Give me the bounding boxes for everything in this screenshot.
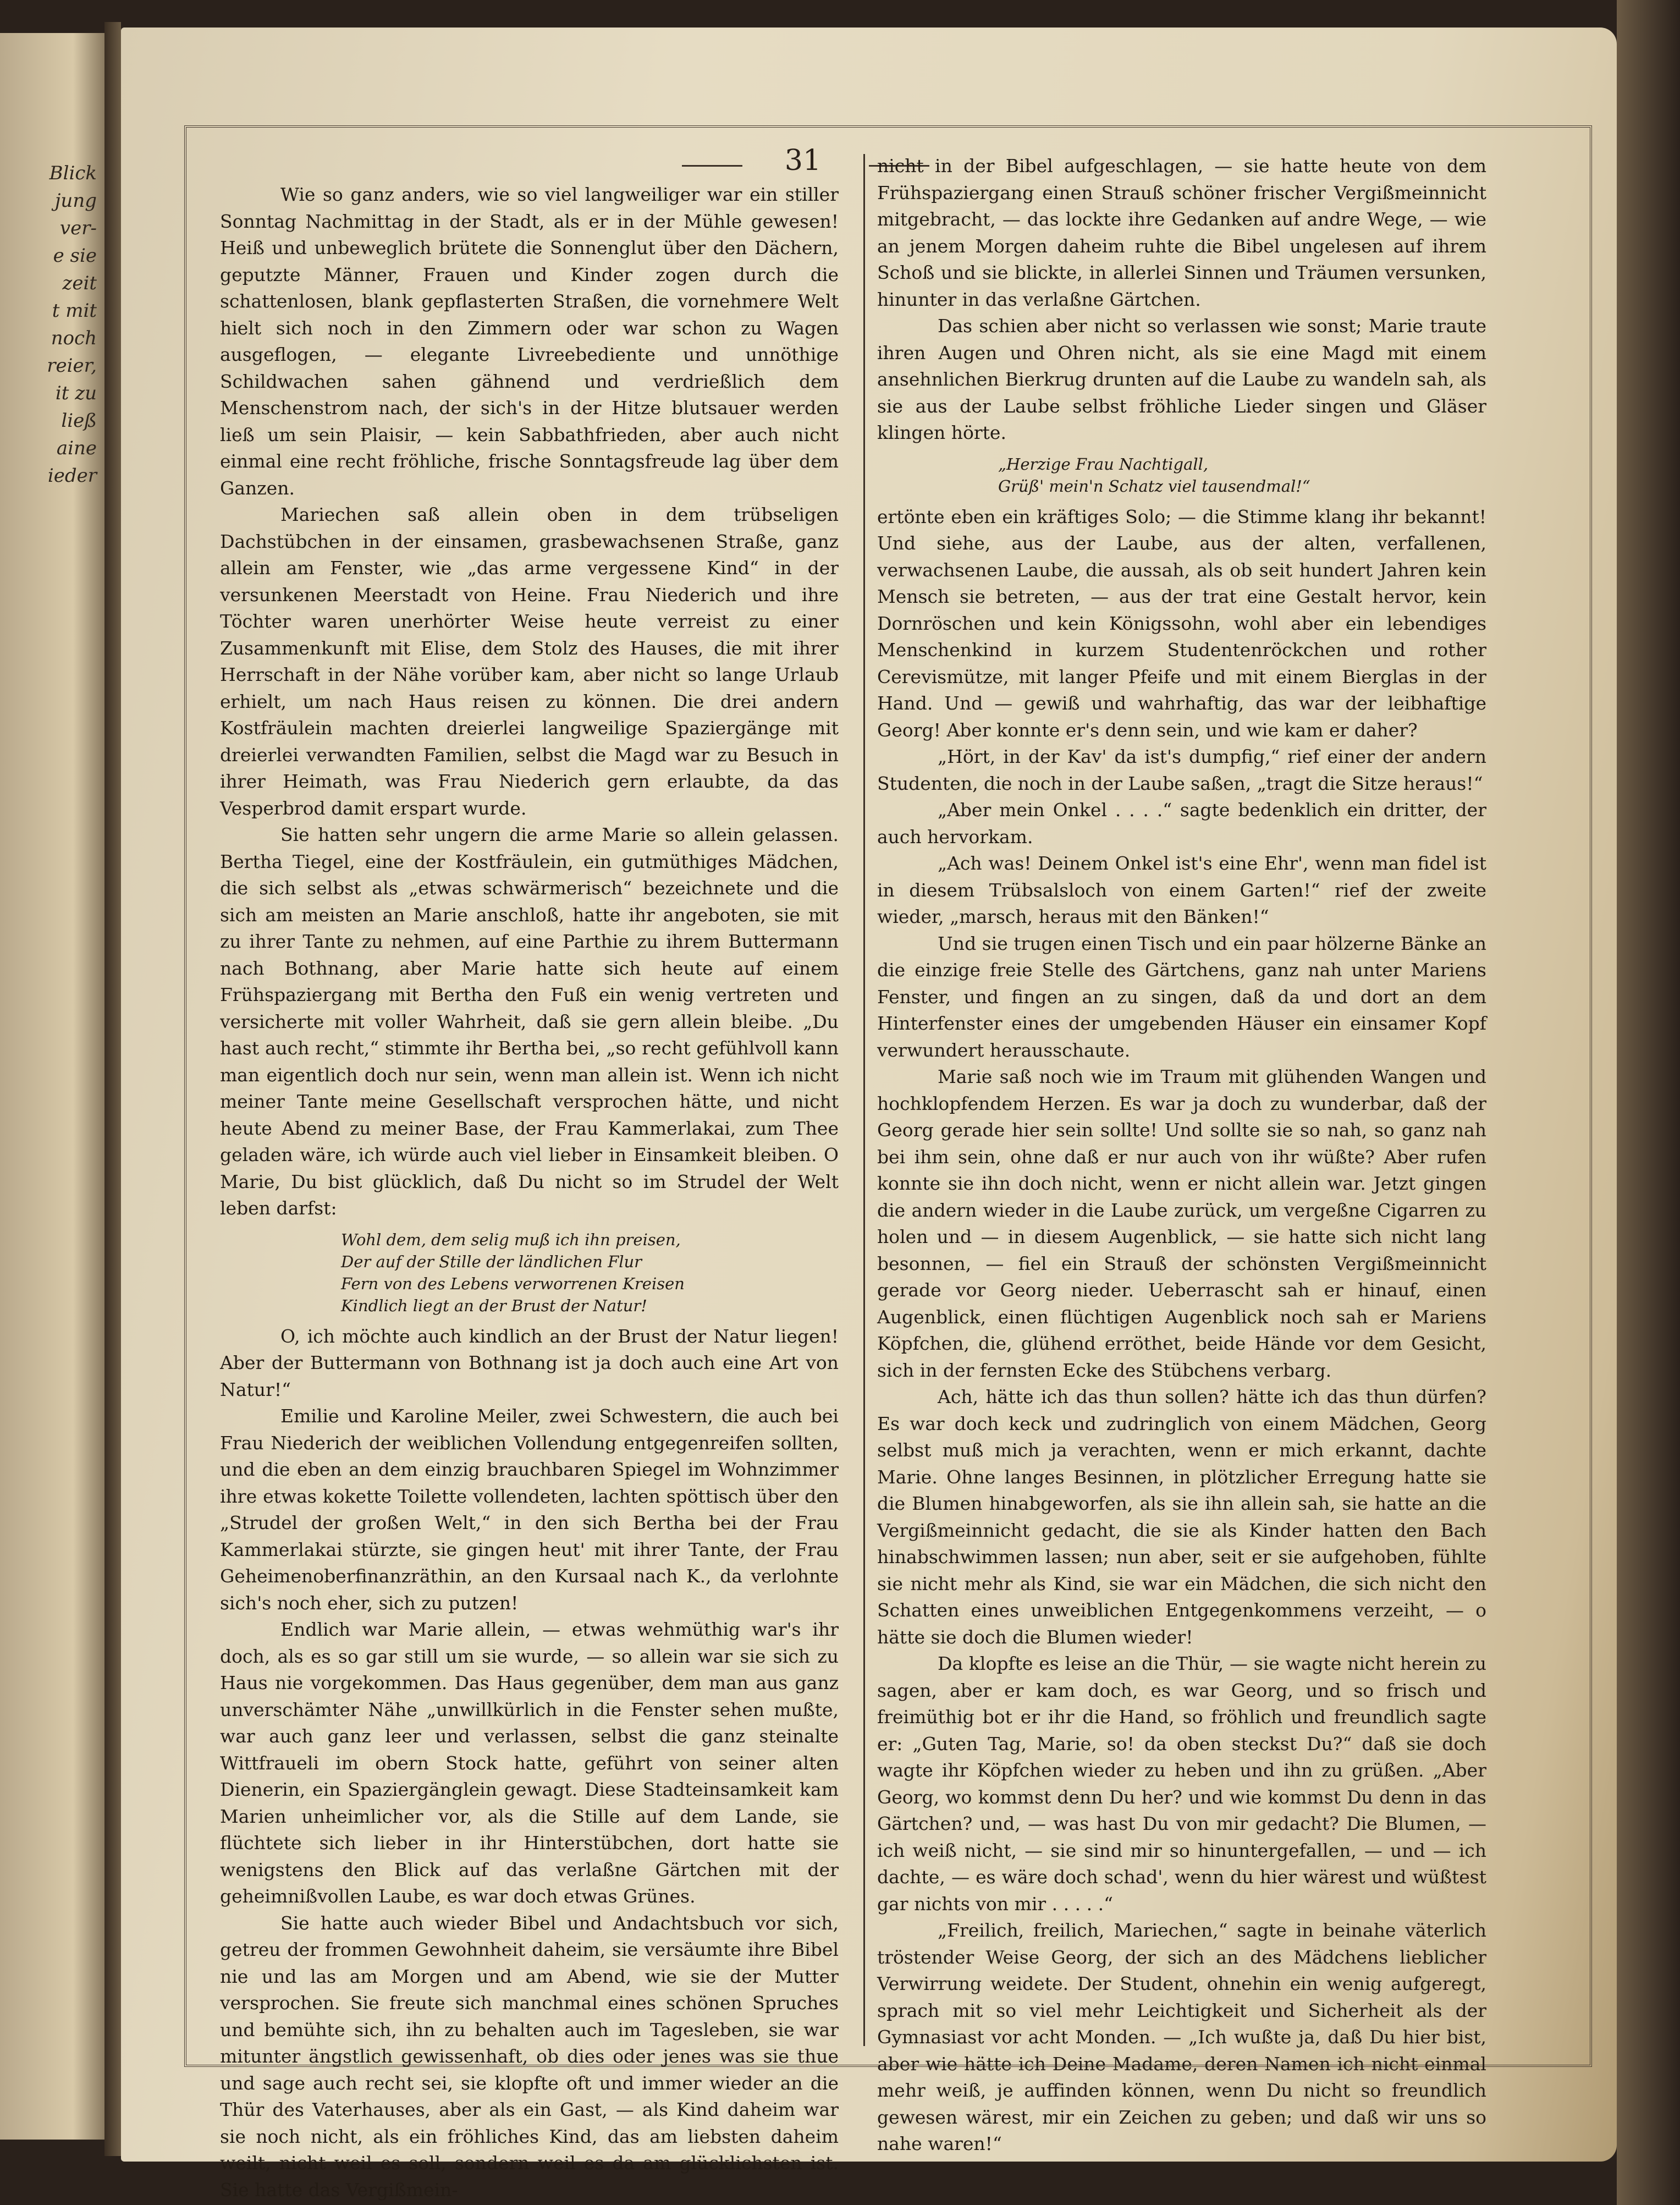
book-gutter (104, 22, 121, 2156)
paragraph: Endlich war Marie allein, — etwas wehmüthig war's ihr doch, als es so gar still um sie wurde, — so allein war sie sich zu Haus nie vorgekommen. Das Haus gegenüber, dem man aus ganz unverschämter Nähe „unwillkürlich in die Fenster sehen mußte, war auch ganz leer und verlassen, selbst die ganz steinalte Wittfraueli im obern Stock hatte, geführt von seiner alten Dienerin, ein Spaziergänglein gewagt. Diese Stadteinsamkeit kam Marien unheimlicher vor, als die Stille auf dem Lande, sie flüchtete sich lieber in ihr Hinterstübchen, dort hatte sie wenigstens den Blick auf das verlaßne Gärtchen mit der geheimnißvollen Laube, es war doch etwas Grünes. (220, 1619, 839, 1907)
paragraph: Das schien aber nicht so verlassen wie sonst; Marie traute ihren Augen und Ohren nicht, als sie eine Magd mit einem ansehnlichen Bierkrug drunten auf die Laube zu wandeln sah, als sie aus der Laube selbst fröhliche Lieder singen und Gläser klingen hörte. (877, 315, 1486, 443)
paragraph: Ach, hätte ich das thun sollen? hätte ich das thun dürfen? Es war doch keck und zudringlich von einem Mädchen, Georg selbst muß mich ja verachten, wenn er mich erkannt, dachte Marie. Ohne langes Besinnen, in plötzlicher Erregung hatte sie die Blumen hinabgeworfen, als sie ihn allein sah, sie hatte an die Vergißmeinnicht gedacht, die sie als Kinder hatten den Bach hinabschwimmen lassen; nun aber, seit er sie aufgehoben, fühlte sie nicht mehr als Kind, sie war ein Mädchen, die sich nicht den Schatten eines unweiblichen Entgegenkommens verzeiht, — o hätte sie doch die Blumen wieder! (877, 1386, 1486, 1648)
column-divider (863, 154, 865, 2046)
paragraph: Wie so ganz anders, wie so viel langweiliger war ein stiller Sonntag Nachmittag in der Stadt, als er in der Mühle gewesen! Heiß und unbeweglich brütete die Sonnenglut über den Dächern, geputzte Männer, Frauen und Kinder zogen durch die schattenlosen, blank gepflasterten Straßen, die vornehmere Welt hielt sich noch in den Zimmern oder war schon zu Wagen ausgeflogen, — elegante Livreebediente und unnöthige Schildwachen sahen gähnend und verdrießlich dem Menschenstrom nach, der sich's in der Hitze blutsauer werden ließ um sein Plaisir, — kein Sabbathfrieden, aber auch nicht einmal eine recht fröhliche, frische Sonntagsfreude lag über dem Ganzen. (220, 184, 839, 499)
paragraph: „Hört, in der Kav' da ist's dumpfig,“ rief einer der andern Studenten, die noch in der Laube saßen, „tragt die Sitze heraus!“ (877, 746, 1486, 794)
song-quote (998, 453, 1486, 497)
paragraph: ertönte eben ein kräftiges Solo; — die Stimme klang ihr bekannt! Und siehe, aus der Laube, aus der alten, verfallenen, verwachsenen Laube, die aussah, als ob seit hundert Jahren kein Mensch sie betreten, — aus der trat eine Gestalt hervor, kein Dornröschen und kein Königssohn, wohl aber ein lebendiges Menschenkind in kurzem Studentenröckchen und rother Cerevismütze, mit langer Pfeife und mit einem Bierglas in der Hand. Und — gewiß und wahrhaftig, das war der leibhaftige Georg! Aber konnte er's denn sein, und wie kam er daher? (877, 505, 1486, 741)
paragraph: Emilie und Karoline Meiler, zwei Schwestern, die auch bei Frau Niederich der weiblichen Vollendung entgegenreifen sollten, und die eben an dem einzig brauchbaren Spiegel im Wohnzimmer ihre etwas kokette Toilette vollendeten, lachten spöttisch über den „Strudel der großen Welt,“ in den sich Bertha bei der Frau Kammerlakai stürzte, sie gingen heut' mit ihrer Tante, der Frau Geheimenoberfinanzräthin, an den Kursaal nach K., da verlohnte sich's noch eher, sich zu putzen! (220, 1405, 839, 1614)
page-number: 31 (784, 144, 822, 177)
verse-line: Fern von des Lebens verworrenen Kreisen (341, 1274, 685, 1293)
paragraph: Mariechen saß allein oben in dem trübseligen Dachstübchen in der einsamen, grasbewachsenen Straße, ganz allein am Fenster, wie „das arme vergessene Kind“ in der versunkenen Meerstadt von Heine. Frau Niederich und ihre Töchter waren unerhörter Weise heute verreist zu einer Zusammenkunft mit Elise, dem Stolz des Hauses, die mit ihrer Herrschaft in der Nähe vorüber kam, aber nicht so lange Urlaub erhielt, um nach Haus reisen zu können. Die drei andern Kostfräulein machten dreierlei langweilige Spaziergänge mit dreierlei verwandten Familien, selbst die Magd war zu Besuch in ihrer Heimath, was Frau Niederich gern erlaubte, da das Vesperbrod damit erspart wurde. (220, 504, 839, 819)
paragraph: Sie hatte auch wieder Bibel und Andachtsbuch vor sich, getreu der frommen Gewohnheit daheim, sie versäumte ihre Bibel nie und las am Morgen und am Abend, wie sie der Mutter versprochen. Sie freute sich manchmal eines schönen Spruches und bemühte sich, ihn zu behalten auch im Tagesleben, sie war mitunter ängstlich gewissenhaft, ob dies oder jenes was sie thue und sage auch recht sei, sie klopfte oft und immer wieder an die Thür des Vaterhauses, aber als ein Gast, — als Kind daheim war sie noch nicht, als ein fröhliches Kind, das am liebsten daheim weilt, nicht weil es soll, sondern weil es da am glücklichsten ist. Sie hatte das Vergißmein- (220, 1912, 839, 2201)
paragraph: Da klopfte es leise an die Thür, — sie wagte nicht herein zu sagen, aber er kam doch, es war Georg, und so frisch und freimüthig bot er ihr die Hand, so fröhlich und freundlich sagte er: „Guten Tag, Marie, so! da oben steckst Du?“ daß sie doch wagte ihr Köpfchen wieder zu heben und ihn zu grüßen. „Aber Georg, wo kommst denn Du her? und wie kommst Du denn in das Gärtchen? und, — was hast Du von mir gedacht? Die Blumen, — ich weiß nicht, — sie sind mir so hinuntergefallen, — und — ich dachte, — es wäre doch schad', wenn du hier wärest und wüßtest gar nichts von mir . . . . .“ (877, 1653, 1486, 1915)
verse-line: Der auf der Stille der ländlichen Flur (341, 1252, 642, 1271)
paragraph: Sie hatten sehr ungern die arme Marie so allein gelassen. Bertha Tiegel, eine der Kostfräulein, ein gutmüthiges Mädchen, die sich selbst als „etwas schwärmerisch“ bezeichnete und die sich am meisten an Marie anschloß, hatte ihr angeboten, sie mit zu ihrer Tante zu nehmen, auf eine Parthie zu ihrem Buttermann nach Bothnang, aber Marie hatte sich heute auf einem Frühspaziergang mit Bertha den Fuß ein wenig vertreten und versicherte mit voller Wahrheit, daß sie gern allein bleibe. „Du hast auch recht,“ stimmte ihr Bertha bei, „so recht gefühlvoll kann man eigentlich doch nur sein, wenn man allein ist. Wenn ich nicht meiner Tante meine Gesellschaft versprochen hätte, und nicht heute Abend zu meiner Base, der Frau Kammerlakai, zum Thee geladen wäre, ich würde auch viel lieber in Einsamkeit bleiben. O Marie, Du bist glücklich, daß Du nicht so im Strudel der Welt leben darfst: (220, 824, 839, 1219)
verse-line: „Herzige Frau Nachtigall, (998, 454, 1209, 474)
page-number-rule-left (682, 165, 742, 167)
verse-line: Wohl dem, dem selig muß ich ihn preisen, (341, 1230, 681, 1249)
page-edge (1617, 0, 1680, 2205)
paragraph: „Freilich, freilich, Mariechen,“ sagte in beinahe väterlich tröstender Weise Georg, der sich an des Mädchens lieblicher Verwirrung weidete. Der Student, ohnehin ein wenig aufgeregt, sprach mit so viel mehr Leichtigkeit und Sicherheit als der Gymnasiast vor acht Monden. — „Ich wußte ja, daß Du hier bist, aber wie hätte ich Deine Madame, deren Namen ich nicht einmal mehr weiß, je auffinden können, wenn Du nicht so freundlich gewesen wärest, mir ein Zeichen zu geben; und daß wir uns so nahe waren!“ (877, 1920, 1486, 2154)
paragraph: Und sie trugen einen Tisch und ein paar hölzerne Bänke an die einzige freie Stelle des Gärtchens, ganz nah unter Mariens Fenster, und fingen an zu singen, daß da und dort an dem Hinterfenster eines der umgebenden Häuser ein einsamer Kopf verwundert herausschaute. (877, 932, 1486, 1061)
paragraph: „Ach was! Deinem Onkel ist's eine Ehr', wenn man fidel ist in diesem Trübsalsloch von einem Garten!“ rief der zweite wieder, „marsch, heraus mit den Bänken!“ (877, 853, 1486, 927)
adjacent-page-text: Blick jung ver- e sie zeit t mit noch reier, it zu ließ aine ieder (47, 162, 97, 487)
paragraph: O, ich möchte auch kindlich an der Brust der Natur liegen! Aber der Buttermann von Bothnang ist ja doch auch eine Art von Natur!“ (220, 1325, 839, 1400)
paragraph: Marie saß noch wie im Traum mit glühenden Wangen und hochklopfendem Herzen. Es war ja doch zu wunderbar, daß der Georg gerade hier sein sollte! Und sollte sie so nah, so ganz nah bei ihm sein, ohne daß er nur auch von ihr wüßte? Aber rufen konnte sie ihn doch nicht, wenn er nicht allein war. Jetzt gingen die andern wieder in die Laube zurück, um vergeßne Cigarren zu holen und — in diesem Augenblick, — sie hatte sich nicht lang besonnen, — fiel ein Strauß der schönsten Vergißmeinnicht gerade vor Georg nieder. Ueberrascht sah er hinauf, einen Augenblick, einen flüchtigen Augenblick noch sah er Mariens Köpfchen, die, glühend erröthet, beide Hände vor dem Gesicht, sich in der fernsten Ecke des Stübchens verbarg. (877, 1066, 1486, 1381)
poem-quote (341, 1229, 839, 1317)
verse-line: Kindlich liegt an der Brust der Natur! (341, 1296, 647, 1315)
adjacent-page-fragment (0, 33, 104, 2140)
right-column (877, 153, 1486, 2158)
paragraph: nicht in der Bibel aufgeschlagen, — sie hatte heute von dem Frühspaziergang einen Strauß schöner frischer Vergißmeinnicht mitgebracht, — das lockte ihre Gedanken auf andre Wege, — wie an jenem Morgen daheim ruhte die Bibel ungelesen auf ihrem Schoß und sie blickte, in allerlei Sinnen und Träumen versunken, hinunter in das verlaßne Gärtchen. (877, 155, 1486, 310)
left-column (220, 182, 839, 2203)
paragraph: „Aber mein Onkel . . . .“ sagte bedenklich ein dritter, der auch hervorkam. (877, 799, 1486, 848)
verse-line: Grüß' mein'n Schatz viel tausendmal!“ (998, 476, 1310, 496)
